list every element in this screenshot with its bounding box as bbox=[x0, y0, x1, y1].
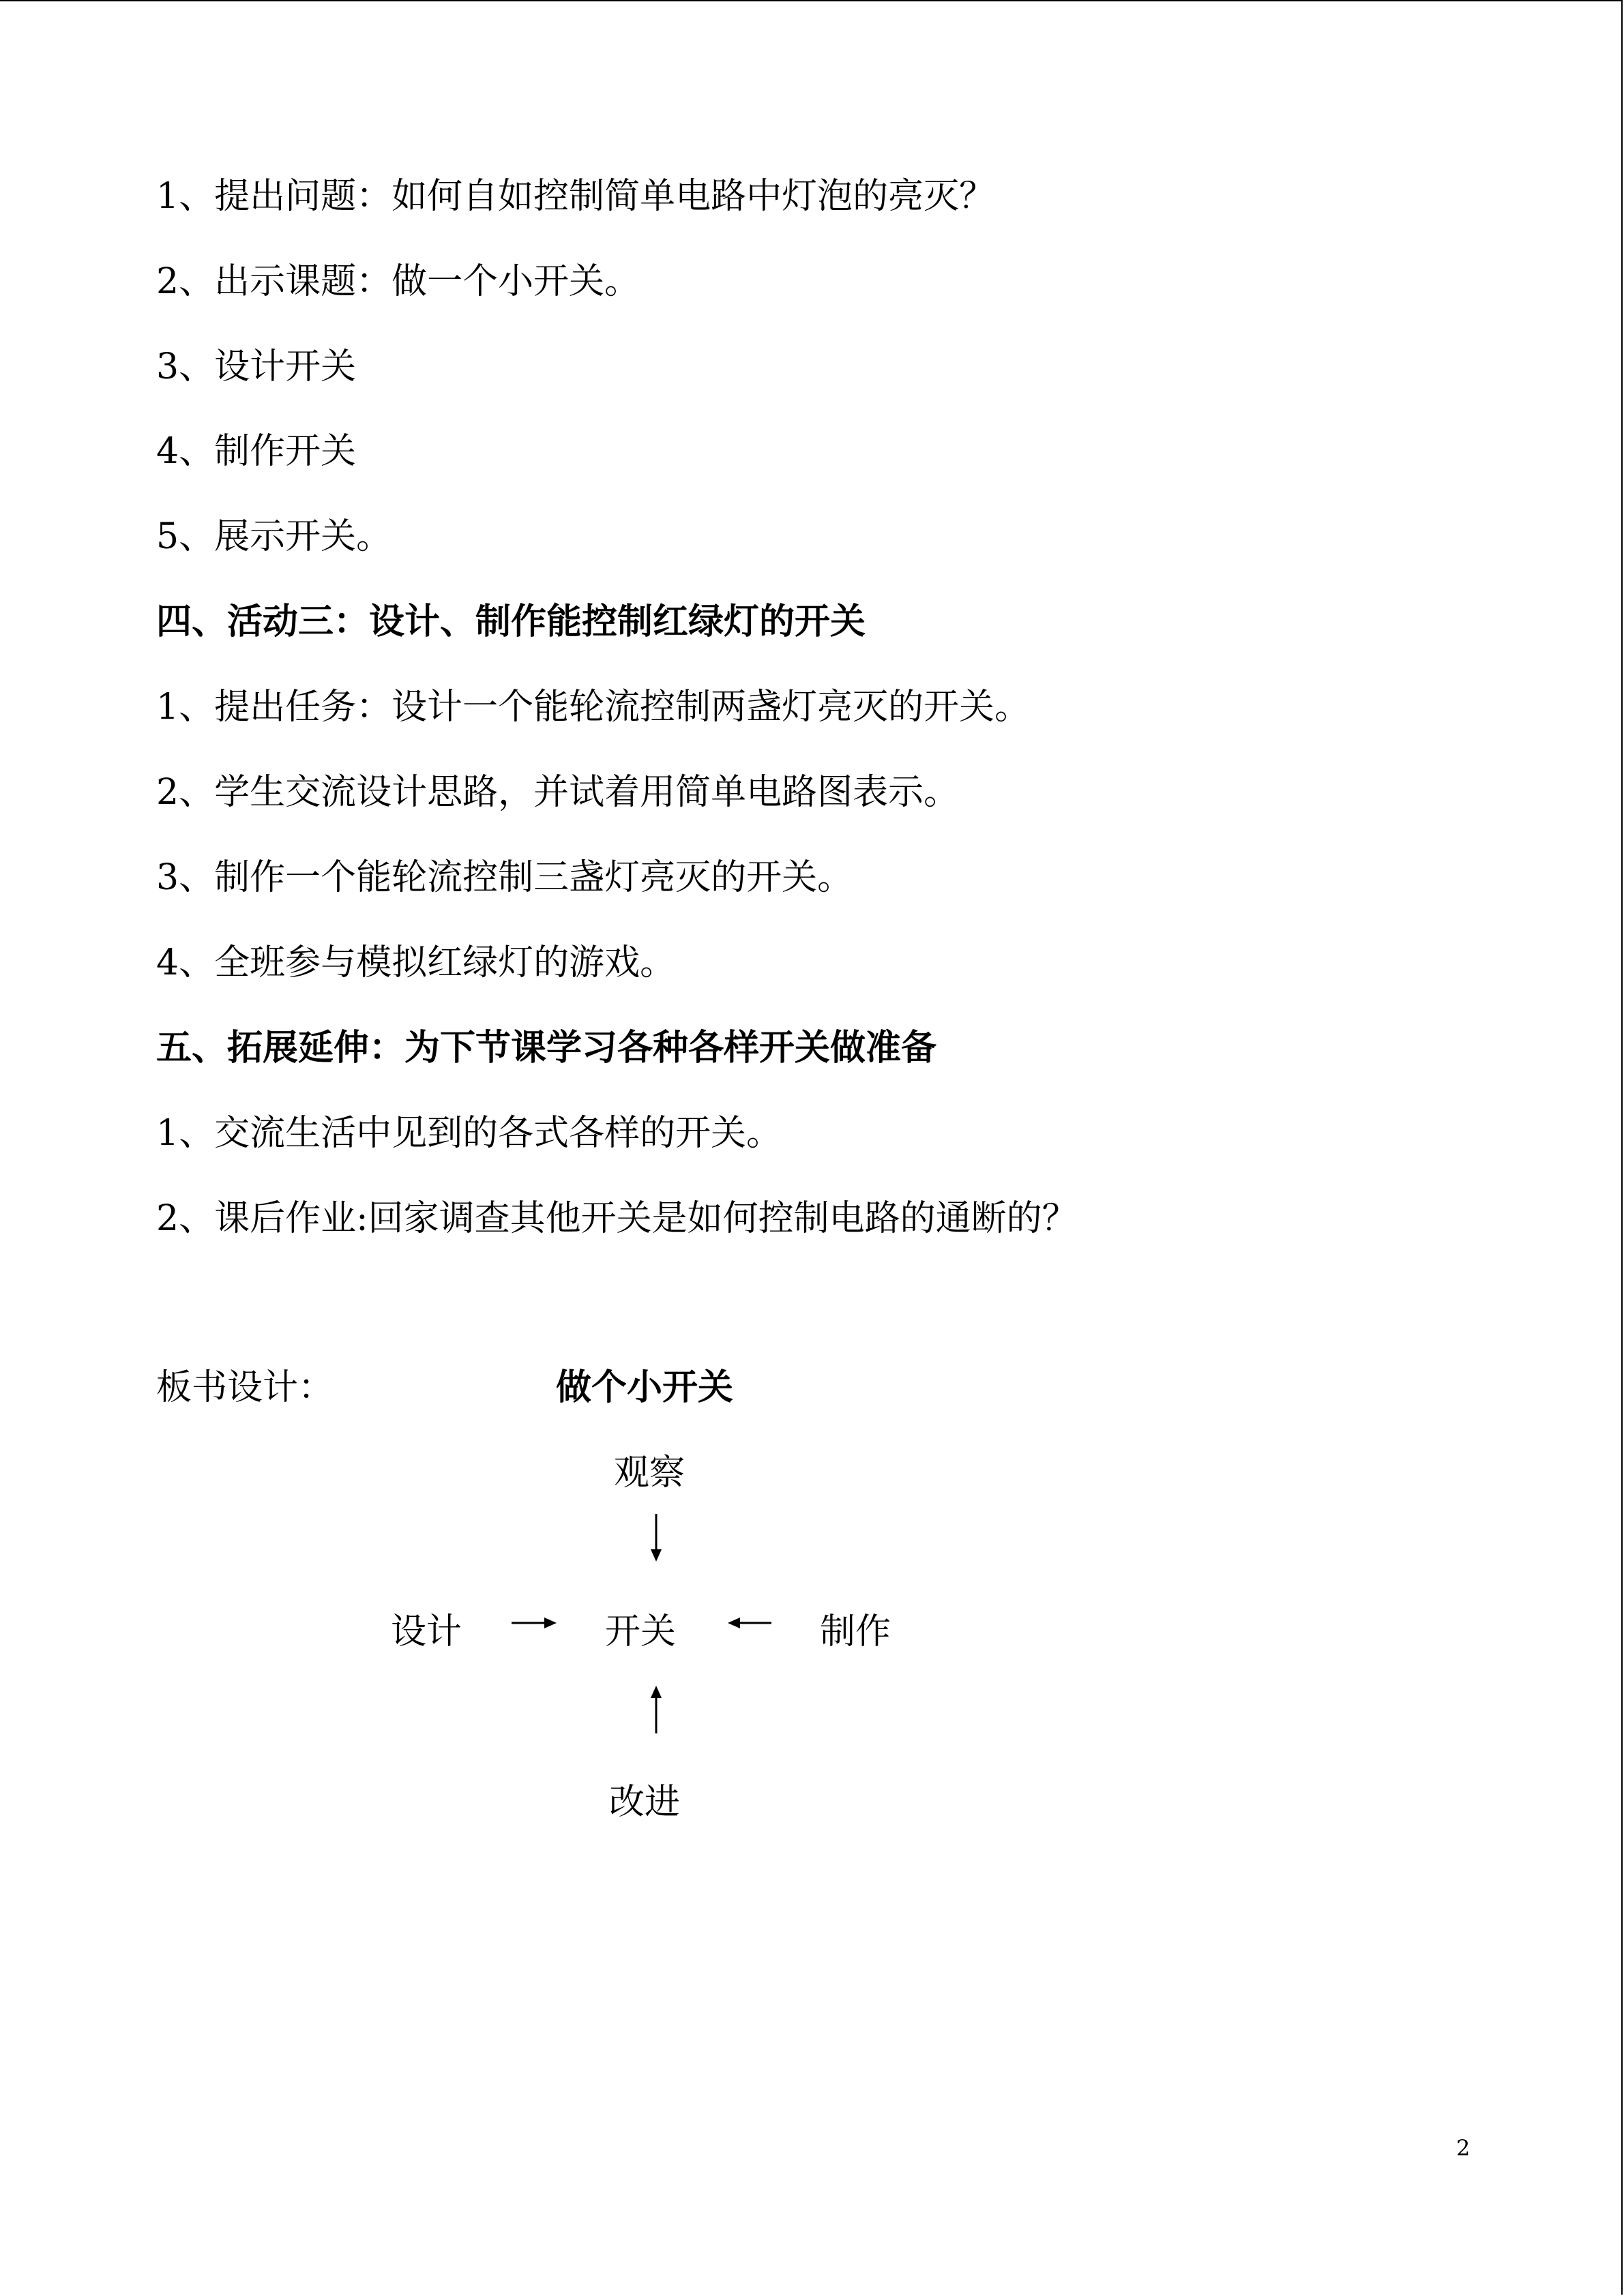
arrow-down-icon bbox=[648, 1514, 664, 1563]
page-number: 2 bbox=[1456, 2135, 1471, 2161]
board-title: 做个小开关 bbox=[556, 1367, 734, 1408]
section-heading-extension: 五、拓展延伸：为下节课学习各种各样开关做准备 bbox=[156, 1028, 937, 1069]
step-show-topic: 2、出示课题：做一个小开关。 bbox=[156, 261, 640, 302]
arrow-right-icon bbox=[512, 1615, 558, 1631]
board-node-improve: 改进 bbox=[609, 1782, 681, 1823]
arrow-left-icon bbox=[726, 1615, 771, 1631]
board-node-switch: 开关 bbox=[605, 1611, 677, 1652]
task-three-lights: 3、制作一个能轮流控制三盏灯亮灭的开关。 bbox=[156, 857, 853, 898]
section-heading-activity-three: 四、活动三：设计、制作能控制红绿灯的开关 bbox=[156, 601, 866, 642]
board-node-make: 制作 bbox=[820, 1611, 891, 1652]
board-node-observe: 观察 bbox=[614, 1452, 685, 1493]
step-design-switch: 3、设计开关 bbox=[156, 346, 357, 387]
step-make-switch: 4、制作开关 bbox=[156, 431, 357, 472]
task-two-lights: 1、提出任务：设计一个能轮流控制两盏灯亮灭的开关。 bbox=[156, 687, 1031, 728]
board-design-label: 板书设计： bbox=[156, 1367, 334, 1408]
step-raise-question: 1、提出问题：如何自如控制简单电路中灯泡的亮灭？ bbox=[156, 176, 995, 217]
extension-homework: 2、课后作业:回家调查其他开关是如何控制电路的通断的？ bbox=[156, 1198, 1078, 1239]
extension-discuss-switches: 1、交流生活中见到的各式各样的开关。 bbox=[156, 1113, 782, 1154]
board-node-design: 设计 bbox=[391, 1611, 462, 1652]
task-discuss-design: 2、学生交流设计思路，并试着用简单电路图表示。 bbox=[156, 772, 960, 813]
arrow-up-icon bbox=[648, 1684, 664, 1733]
task-traffic-game: 4、全班参与模拟红绿灯的游戏。 bbox=[156, 942, 676, 983]
step-show-switch: 5、展示开关。 bbox=[156, 516, 392, 557]
